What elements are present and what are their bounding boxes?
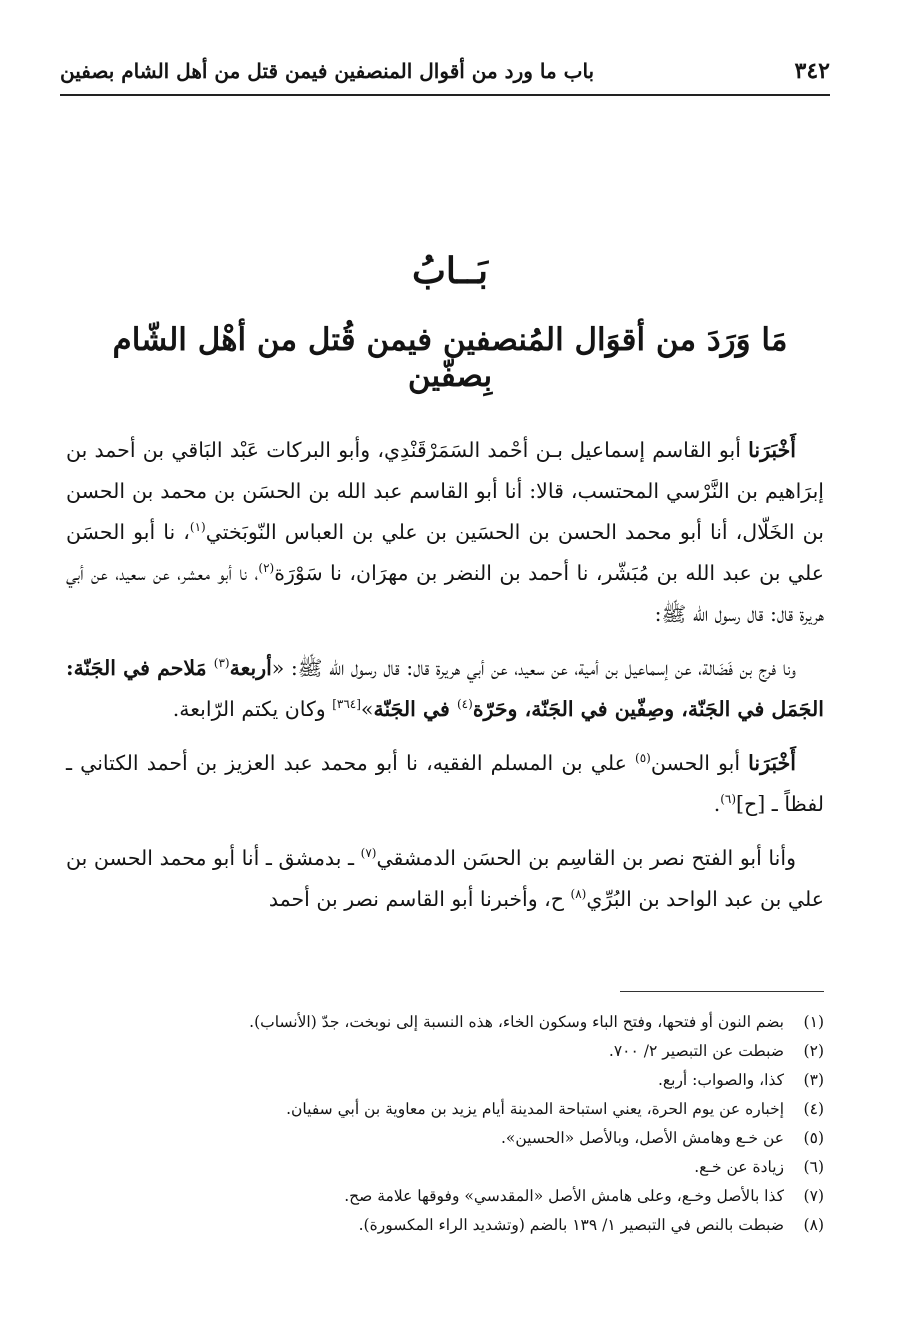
- hadith-text: مَلاحم في الجَنّة: الجَمَل في الجَنّة، وصِفّين في الجَنّة، وحَرّة: [66, 656, 824, 721]
- footnote-number: (٣): [803, 1071, 824, 1089]
- footnote-item: [150, 1066, 824, 1095]
- footnote-text: بضم النون أو فتحها، وفتح الباء وسكون الخاء، هذه النسبة إلى نوبخت، جدّ (الأنساب).: [249, 1013, 784, 1031]
- footnote-number: (٧): [803, 1187, 824, 1205]
- chapter-label: بَــابُ: [412, 250, 488, 292]
- paragraph-text: »: [360, 697, 374, 721]
- footnote-number: (٨): [803, 1216, 824, 1234]
- footnote-item: [150, 1124, 824, 1153]
- footnote-text: إخباره عن يوم الحرة، يعني استباحة المدينة أيام يزيد بن معاوية بن أبي سفيان.: [286, 1100, 784, 1118]
- footnote-number: (٥): [803, 1129, 824, 1147]
- page-number: ٣٤٢: [794, 58, 830, 84]
- paragraph-4: [66, 838, 824, 920]
- footnote-text: ضبطت عن التبصير ٢/ ٧٠٠.: [608, 1042, 784, 1060]
- footnote-text: كذا، والصواب: أربع.: [657, 1071, 784, 1089]
- footnote-ref: (٦): [720, 792, 737, 807]
- footnote-text: عن خـع وهامش الأصل، وبالأصل «الحسين».: [500, 1129, 784, 1147]
- footnote-number: (٢): [803, 1042, 824, 1060]
- footnote-number: (٤): [803, 1100, 824, 1118]
- paragraph-text: وكان يكتم الرّابعة.: [172, 697, 333, 721]
- manuscript-page-ref: [٣٦٤]: [332, 697, 361, 712]
- paragraph-text: علي بن المسلم الفقيه، نا أبو محمد عبد العزيز بن أحمد الكتاني ـ لفظاً ـ [ح]: [66, 751, 824, 816]
- footnote-ref: (٢): [258, 561, 275, 576]
- footnote-item: [150, 1153, 824, 1182]
- footnote-ref: (٨): [570, 887, 587, 902]
- paragraph-text: وأنا أبو الفتح نصر بن القاسِم بن الحسَن الدمشقي: [376, 846, 796, 870]
- footnote-item: [150, 1037, 824, 1066]
- paragraph-text: أبو القاسم إسماعيل بـن أحْمد السَمَرْقَنْدِي، وأبو البركات عَبْد البَاقي بن أحمد بن إبرَاهيم بن النَّرْسي المحتسب، قالا: أنا أبو القاسم عبد الله بن الحسَن بن محمد بن الحسن بن الخَلّال، أنا أبو محمد الحسن بن الحسَين بن علي بن العباس النّوبَختي: [66, 438, 824, 544]
- footnote-item: [150, 1182, 824, 1211]
- footnote-ref: (٧): [360, 846, 377, 861]
- footnotes-list: [150, 1008, 824, 1240]
- paragraph-text: ونا فرج بن فَضَالة، عن إسماعيل بن أمية، عن سعيد، عن أبي هريرة قال: قال رسول الله ﷺ: «: [271, 656, 796, 680]
- paragraph-lead-word: أَخْبَرَنا: [748, 751, 796, 775]
- footnote-text: زيادة عن خـع.: [694, 1158, 784, 1176]
- running-title: باب ما ورد من أقوال المنصفين فيمن قتل من أهل الشام بصفين: [60, 59, 595, 83]
- footnote-ref: (٥): [635, 751, 651, 766]
- paragraph-text: ـ بدمشق ـ أنا أبو محمد الحسن بن علي بن عبد الواحد بن البُرِّي: [66, 846, 824, 911]
- paragraph-text: ح، وأخبرنا أبو القاسم نصر بن أحمد: [268, 887, 571, 911]
- footnote-text: كذا بالأصل وخـع، وعلى هامش الأصل «المقدسي» وفوقها علامة صح.: [344, 1187, 784, 1205]
- footnote-text: ضبطت بالنص في التبصير ١/ ١٣٩ بالضم (وتشديد الراء المكسورة).: [358, 1216, 784, 1234]
- paragraph-text: أبو الحسن: [650, 751, 749, 775]
- running-header: [60, 48, 830, 96]
- footnote-item: [150, 1095, 824, 1124]
- footnote-number: (١): [803, 1013, 824, 1031]
- footnote-item: [150, 1008, 824, 1037]
- paragraph-text: ، نا أبو الحسَن علي بن عبد الله بن مُبَشّر، نا أحمد بن النضر بن مهرَان، نا سَوْرَة: [66, 520, 824, 585]
- footnote-ref: (٣): [213, 656, 230, 671]
- chapter-title: مَا وَرَدَ من أقوَال المُنصفين فيمن قُتل من أهْل الشّام بِصفّين: [112, 322, 788, 394]
- paragraph-2: [66, 648, 824, 730]
- paragraph-3: [66, 743, 824, 825]
- hadith-text: في الجَنّة: [373, 697, 457, 721]
- footnote-divider: [620, 991, 824, 992]
- paragraph-1: [66, 430, 824, 635]
- footnote-item: [150, 1211, 824, 1240]
- body-text: [66, 430, 824, 920]
- footnote-ref: (٤): [456, 697, 473, 712]
- paragraph-text: .: [713, 792, 721, 816]
- paragraph-text: ، نا أبو معشر، عن سعيد، عن أبي هريرة قال: قال رسول الله ﷺ:: [66, 561, 824, 626]
- footnote-ref: (١): [189, 520, 206, 535]
- hadith-text: أربعة: [229, 656, 272, 680]
- footnote-number: (٦): [803, 1158, 824, 1176]
- paragraph-lead-word: أَخْبَرَنا: [748, 438, 796, 462]
